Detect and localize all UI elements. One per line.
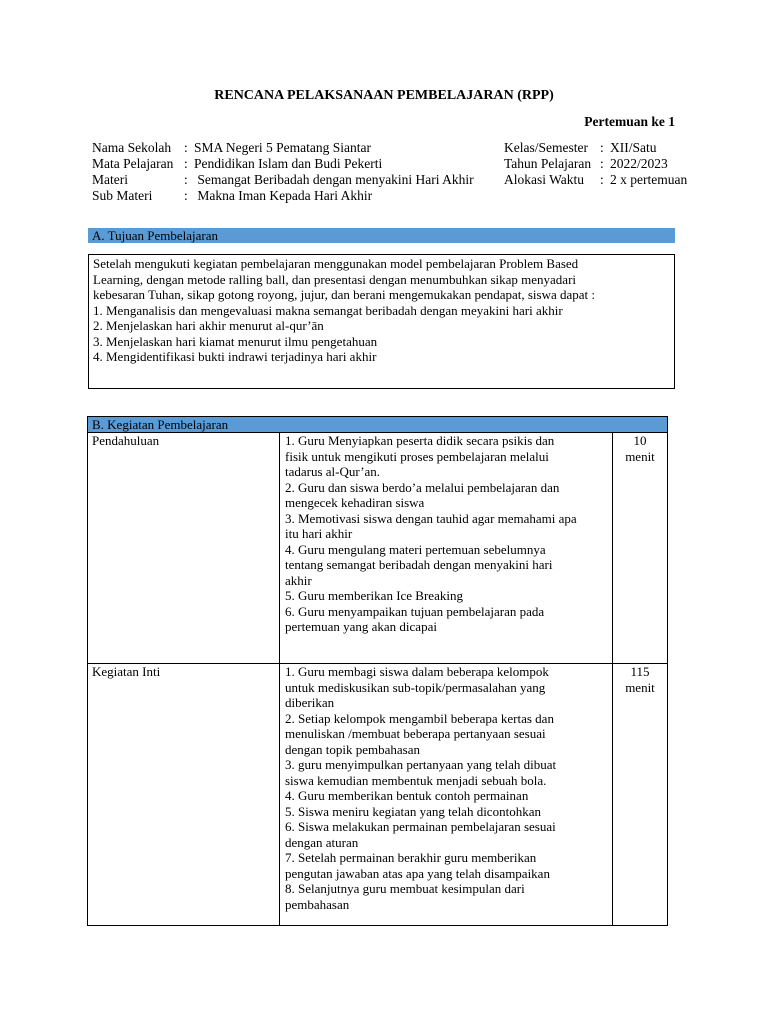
info-label: Alokasi Waktu bbox=[504, 172, 585, 187]
activity-line: siswa kemudian membentuk menjadi sebuah bola. bbox=[285, 772, 547, 788]
activity-line: 2. Guru dan siswa berdo’a melalui pembelajaran dan bbox=[285, 479, 560, 495]
activity-line: diberikan bbox=[285, 695, 335, 710]
info-row-time bbox=[504, 172, 687, 188]
info-row-subject bbox=[92, 156, 474, 172]
objective-line: 4. Mengidentifikasi bukti indrawi terjadinya hari akhir bbox=[93, 349, 377, 364]
info-value: Makna Iman Kepada Hari Akhir bbox=[194, 188, 373, 203]
activity-line: untuk mediskusikan sub-topik/permasalahan yang bbox=[285, 679, 546, 695]
document-title: RENCANA PELAKSANAAN PEMBELAJARAN (RPP) bbox=[214, 88, 554, 103]
table-row bbox=[88, 433, 667, 664]
activity-line: mengecek kehadiran siswa bbox=[285, 495, 425, 510]
activity-line: pertemuan yang akan dicapai bbox=[285, 619, 437, 634]
activity-line: 2. Setiap kelompok mengambil beberapa kertas dan bbox=[285, 710, 554, 726]
activity-line: 5. Guru memberikan Ice Breaking bbox=[285, 588, 463, 603]
class-info bbox=[504, 140, 687, 188]
info-value: Semangat Beribadah dengan menyakini Hari Akhir bbox=[194, 172, 474, 187]
objective-line: kebesaran Tuhan, sikap gotong royong, jujur, dan berani mengemukakan pendapat, siswa dapat : bbox=[93, 287, 596, 302]
objective-line: Setelah mengukuti kegiatan pembelajaran menggunakan model pembelajaran Problem Based bbox=[93, 256, 579, 271]
activity-line: dengan topik pembahasan bbox=[285, 741, 421, 757]
activity-line: 3. guru menyimpulkan pertanyaan yang telah dibuat bbox=[285, 757, 557, 772]
table-row bbox=[88, 664, 667, 925]
info-value: Pendidikan Islam dan Budi Pekerti bbox=[194, 156, 383, 171]
info-label: Materi bbox=[92, 172, 128, 187]
info-colon: : bbox=[184, 140, 188, 155]
info-label: Nama Sekolah bbox=[92, 140, 172, 155]
info-colon: : bbox=[184, 156, 188, 171]
activity-line: 1. Guru Menyiapkan peserta didik secara psikis dan bbox=[285, 433, 555, 448]
phase-cell: Kegiatan Inti bbox=[88, 664, 280, 925]
info-value: 2 x pertemuan bbox=[610, 172, 688, 187]
activity-line: menuliskan /membuat beberapa pertanyaan sesuai bbox=[285, 726, 546, 741]
info-row-submaterial bbox=[92, 188, 474, 204]
objective-line: 2. Menjelaskan hari akhir menurut al-qur’ān bbox=[93, 318, 324, 333]
activity-line: 8. Selanjutnya guru membuat kesimpulan dari bbox=[285, 881, 525, 896]
activity-line: itu hari akhir bbox=[285, 526, 353, 541]
meeting-number: Pertemuan ke 1 bbox=[584, 114, 675, 129]
activities-cell bbox=[280, 433, 613, 663]
activity-line: 6. Guru menyampaikan tujuan pembelajaran pada bbox=[285, 603, 545, 619]
info-colon: : bbox=[600, 156, 604, 171]
time-cell bbox=[613, 433, 667, 663]
phase-cell: Pendahuluan bbox=[88, 433, 280, 663]
time-unit: menit bbox=[625, 679, 655, 695]
info-row-school bbox=[92, 140, 474, 156]
info-label: Tahun Pelajaran bbox=[504, 156, 592, 171]
section-b-heading: B. Kegiatan Pembelajaran bbox=[88, 417, 667, 433]
activity-line: 7. Setelah permainan berakhir guru memberikan bbox=[285, 850, 537, 865]
objective-line: 3. Menjelaskan hari kiamat menurut ilmu pengetahuan bbox=[93, 333, 378, 349]
activity-line: fisik untuk mengikuti proses pembelajaran melalui bbox=[285, 448, 549, 464]
time-value: 10 bbox=[633, 433, 647, 448]
activity-line: akhir bbox=[285, 572, 312, 588]
info-row-year bbox=[504, 156, 687, 172]
school-info bbox=[92, 140, 474, 204]
info-value: XII/Satu bbox=[610, 140, 657, 155]
info-colon: : bbox=[184, 188, 188, 203]
time-value: 115 bbox=[630, 664, 650, 679]
objective-line: 1. Menganalisis dan mengevaluasi makna semangat beribadah dengan meyakini hari akhir bbox=[93, 302, 563, 318]
info-value: SMA Negeri 5 Pematang Siantar bbox=[194, 140, 371, 155]
activity-line: 3. Memotivasi siswa dengan tauhid agar memahami apa bbox=[285, 510, 577, 526]
activity-line: pengutan jawaban atas apa yang telah disampaikan bbox=[285, 865, 550, 881]
activity-line: tentang semangat beribadah dengan menyakini hari bbox=[285, 557, 553, 572]
time-unit: menit bbox=[625, 448, 655, 464]
activity-line: 4. Guru mengulang materi pertemuan sebelumnya bbox=[285, 541, 546, 557]
activity-line: 5. Siswa meniru kegiatan yang telah dicontohkan bbox=[285, 803, 541, 819]
activity-line: pembahasan bbox=[285, 896, 350, 912]
learning-activities-table bbox=[87, 416, 668, 926]
info-label: Sub Materi bbox=[92, 188, 153, 203]
info-label: Kelas/Semester bbox=[504, 140, 588, 155]
info-label: Mata Pelajaran bbox=[92, 156, 174, 171]
time-cell bbox=[613, 664, 667, 925]
activity-line: 1. Guru membagi siswa dalam beberapa kelompok bbox=[285, 664, 549, 679]
info-colon: : bbox=[184, 172, 188, 187]
info-colon: : bbox=[600, 172, 604, 187]
info-row-material bbox=[92, 172, 474, 188]
activity-line: dengan aturan bbox=[285, 834, 359, 850]
activity-line: 6. Siswa melakukan permainan pembelajaran sesuai bbox=[285, 819, 556, 834]
info-colon: : bbox=[600, 140, 604, 155]
info-value: 2022/2023 bbox=[610, 156, 668, 171]
activities-cell bbox=[280, 664, 613, 925]
activity-line: 4. Guru memberikan bentuk contoh permainan bbox=[285, 788, 529, 803]
info-row-class bbox=[504, 140, 687, 156]
objective-line: Learning, dengan metode ralling ball, dan presentasi dengan menumbuhkan sikap menyadari bbox=[93, 271, 577, 287]
section-a-heading: A. Tujuan Pembelajaran bbox=[88, 228, 675, 243]
activity-line: tadarus al-Qur’an. bbox=[285, 464, 381, 479]
learning-objectives-box bbox=[88, 254, 675, 389]
